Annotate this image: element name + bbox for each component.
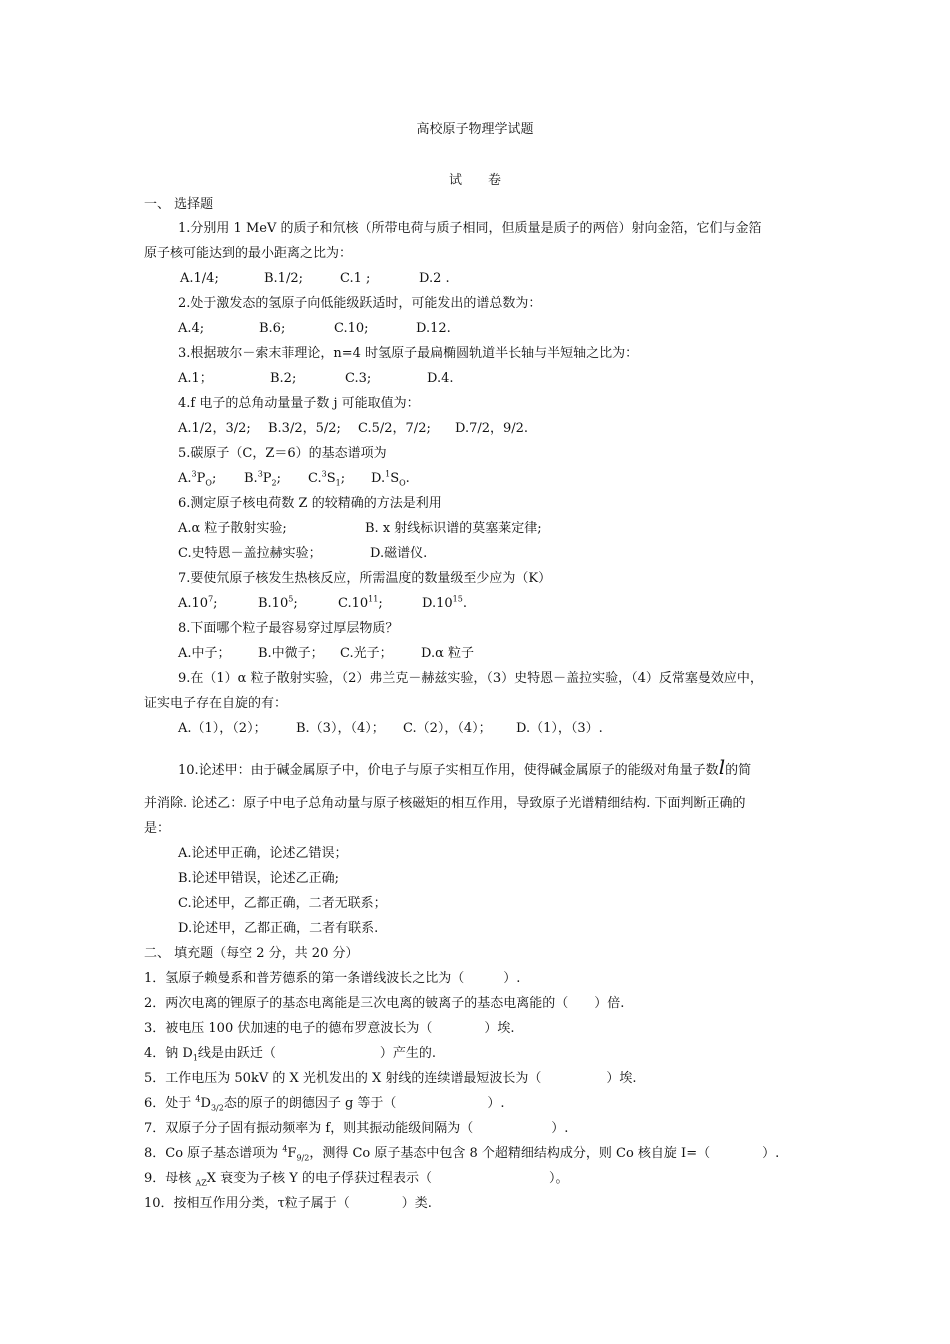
section-heading-fill: 二、 填充题（每空 2 分，共 20 分）	[144, 946, 359, 961]
q7-option-b: $B.10^5$;	[258, 594, 298, 611]
q6-option-c: C.史特恩－盖拉赫实验；	[178, 546, 322, 561]
q9-option-a: A.（1），（2）；	[178, 721, 267, 736]
q6-option-b: B. x 射线标识谱的莫塞莱定律;	[365, 521, 542, 536]
fill-question-1: 1．氢原子赖曼系和普芳德系的第一条谱线波长之比为（ ）.	[144, 971, 521, 986]
question-1-line1: 1.分别用 1 MeV 的质子和氘核（所带电荷与质子相同，但质量是质子的两倍）射向金箔，它们与金箔	[178, 221, 762, 236]
q10-option-d: D.论述甲，乙都正确，二者有联系.	[178, 921, 379, 936]
q1-option-c: C.1 ;	[340, 271, 371, 286]
q3-option-c: C.3;	[345, 371, 372, 386]
question-1-line2: 原子核可能达到的最小距离之比为：	[144, 246, 353, 261]
question-4: 4.f 电子的总角动量量子数 j 可能取值为：	[178, 396, 420, 411]
fill-question-2: 2．两次电离的锂原子的基态电离能是三次电离的铍离子的基态电离能的（ ）倍.	[144, 996, 625, 1011]
question-9-line1: 9.在（1）α 粒子散射实验，（2）弗兰克－赫兹实验，（3）史特恩－盖拉实验，（4）反常塞曼效应中，	[178, 671, 763, 686]
fill-question-4: 4．钠 $D_1$线是由跃迁（ ）产生的.	[144, 1046, 437, 1063]
fill-question-9: 9．母核 $_{AZ}$X 衰变为子核 Y 的电子俘获过程表示（ ）。	[144, 1171, 569, 1188]
page-title: 高校原子物理学试题	[416, 122, 534, 137]
q3-option-a: A.1；	[178, 371, 213, 386]
fill-question-3: 3．被电压 100 伏加速的电子的德布罗意波长为（ ）埃.	[144, 1021, 515, 1036]
fill-question-6: 6．处于 $^4D_{3/2}$态的原子的朗德因子 g 等于（ ）.	[144, 1094, 505, 1113]
question-10-line3: 是：	[144, 821, 171, 836]
q2-option-a: A.4;	[178, 321, 205, 336]
q8-option-d: D.α 粒子	[421, 646, 475, 661]
q7-option-c: $C.10^{11}$;	[338, 594, 383, 611]
q9-option-b: B.（3），（4）；	[296, 721, 385, 736]
q5-option-c: $C.^3S_1$;	[308, 469, 346, 488]
q1-option-d: D.2 .	[419, 271, 450, 286]
q4-option-d: D.7/2，9/2.	[455, 421, 529, 436]
q4-option-c: C.5/2，7/2;	[358, 421, 431, 436]
q7-option-a: $A.10^7$;	[178, 594, 218, 611]
q9-option-d: D.（1），（3）.	[516, 721, 603, 736]
q5-option-a: $A.^3P_O$;	[178, 469, 217, 488]
q8-option-b: B.中微子；	[258, 646, 324, 661]
question-3: 3.根据玻尔－索末菲理论，n=4 时氢原子最扁椭圆轨道半长轴与半短轴之比为：	[178, 346, 639, 361]
question-5: 5.碳原子（C，Z＝6）的基态谱项为	[178, 446, 387, 461]
question-9-line2: 证实电子存在自旋的有：	[144, 696, 288, 711]
q8-option-a: A.中子；	[178, 646, 231, 661]
q10-option-a: A.论述甲正确，论述乙错误；	[178, 846, 348, 861]
fill-question-5: 5．工作电压为 50kV 的 X 光机发出的 X 射线的连续谱最短波长为（ ）埃.	[144, 1071, 637, 1086]
q3-option-d: D.4.	[427, 371, 454, 386]
fill-question-8: 8．Co 原子基态谱项为 $^4F_{9/2}$，测得 Co 原子基态中包含 8 个超精细结构成分，则 Co 核自旋 I=（ ）.	[144, 1144, 780, 1163]
q6-option-a: A.α 粒子散射实验;	[178, 521, 287, 536]
q2-option-c: C.10;	[334, 321, 369, 336]
q1-option-a: A.1/4;	[180, 271, 219, 286]
question-10-line2: 并消除. 论述乙：原子中电子总角动量与原子核磁矩的相互作用，导致原子光谱精细结构. 下面判断正确的	[144, 796, 746, 811]
q3-option-b: B.2;	[270, 371, 297, 386]
q4-option-b: B.3/2，5/2;	[268, 421, 341, 436]
q6-option-d: D.磁谱仪.	[370, 546, 428, 561]
q10-option-b: B.论述甲错误，论述乙正确;	[178, 871, 340, 886]
q4-option-a: A.1/2，3/2;	[178, 421, 251, 436]
q5-option-d: $D.^1S_O$.	[371, 469, 410, 488]
q9-option-c: C.（2），（4）；	[403, 721, 492, 736]
q2-option-b: B.6;	[259, 321, 286, 336]
page-subtitle: 试 卷	[448, 173, 501, 188]
q7-option-d: $D.10^{15}$.	[422, 594, 467, 611]
fill-question-7: 7．双原子分子固有振动频率为 f，则其振动能级间隔为（ ）.	[144, 1121, 569, 1136]
q8-option-c: C.光子；	[340, 646, 393, 661]
fill-question-10: 10．按相互作用分类，τ粒子属于（ ）类.	[144, 1196, 432, 1211]
question-10-line1: 10.论述甲：由于碱金属原子中，价电子与原子实相互作用，使得碱金属原子的能级对角量子数l的简	[178, 755, 752, 779]
question-2: 2.处于激发态的氢原子向低能级跃适时，可能发出的谱总数为：	[178, 296, 542, 311]
q2-option-d: D.12.	[416, 321, 451, 336]
question-8: 8.下面哪个粒子最容易穿过厚层物质？	[178, 621, 399, 636]
section-heading-choice: 一、 选择题	[144, 197, 214, 212]
q10-option-c: C.论述甲，乙都正确，二者无联系；	[178, 896, 387, 911]
question-7: 7.要使氘原子核发生热核反应，所需温度的数量级至少应为（K）	[178, 571, 552, 586]
question-6: 6.测定原子核电荷数 Z 的较精确的方法是利用	[178, 496, 442, 511]
q1-option-b: B.1/2;	[264, 271, 303, 286]
q5-option-b: $B.^3P_2$;	[244, 469, 282, 488]
angular-quantum-number-symbol: l	[718, 755, 726, 779]
